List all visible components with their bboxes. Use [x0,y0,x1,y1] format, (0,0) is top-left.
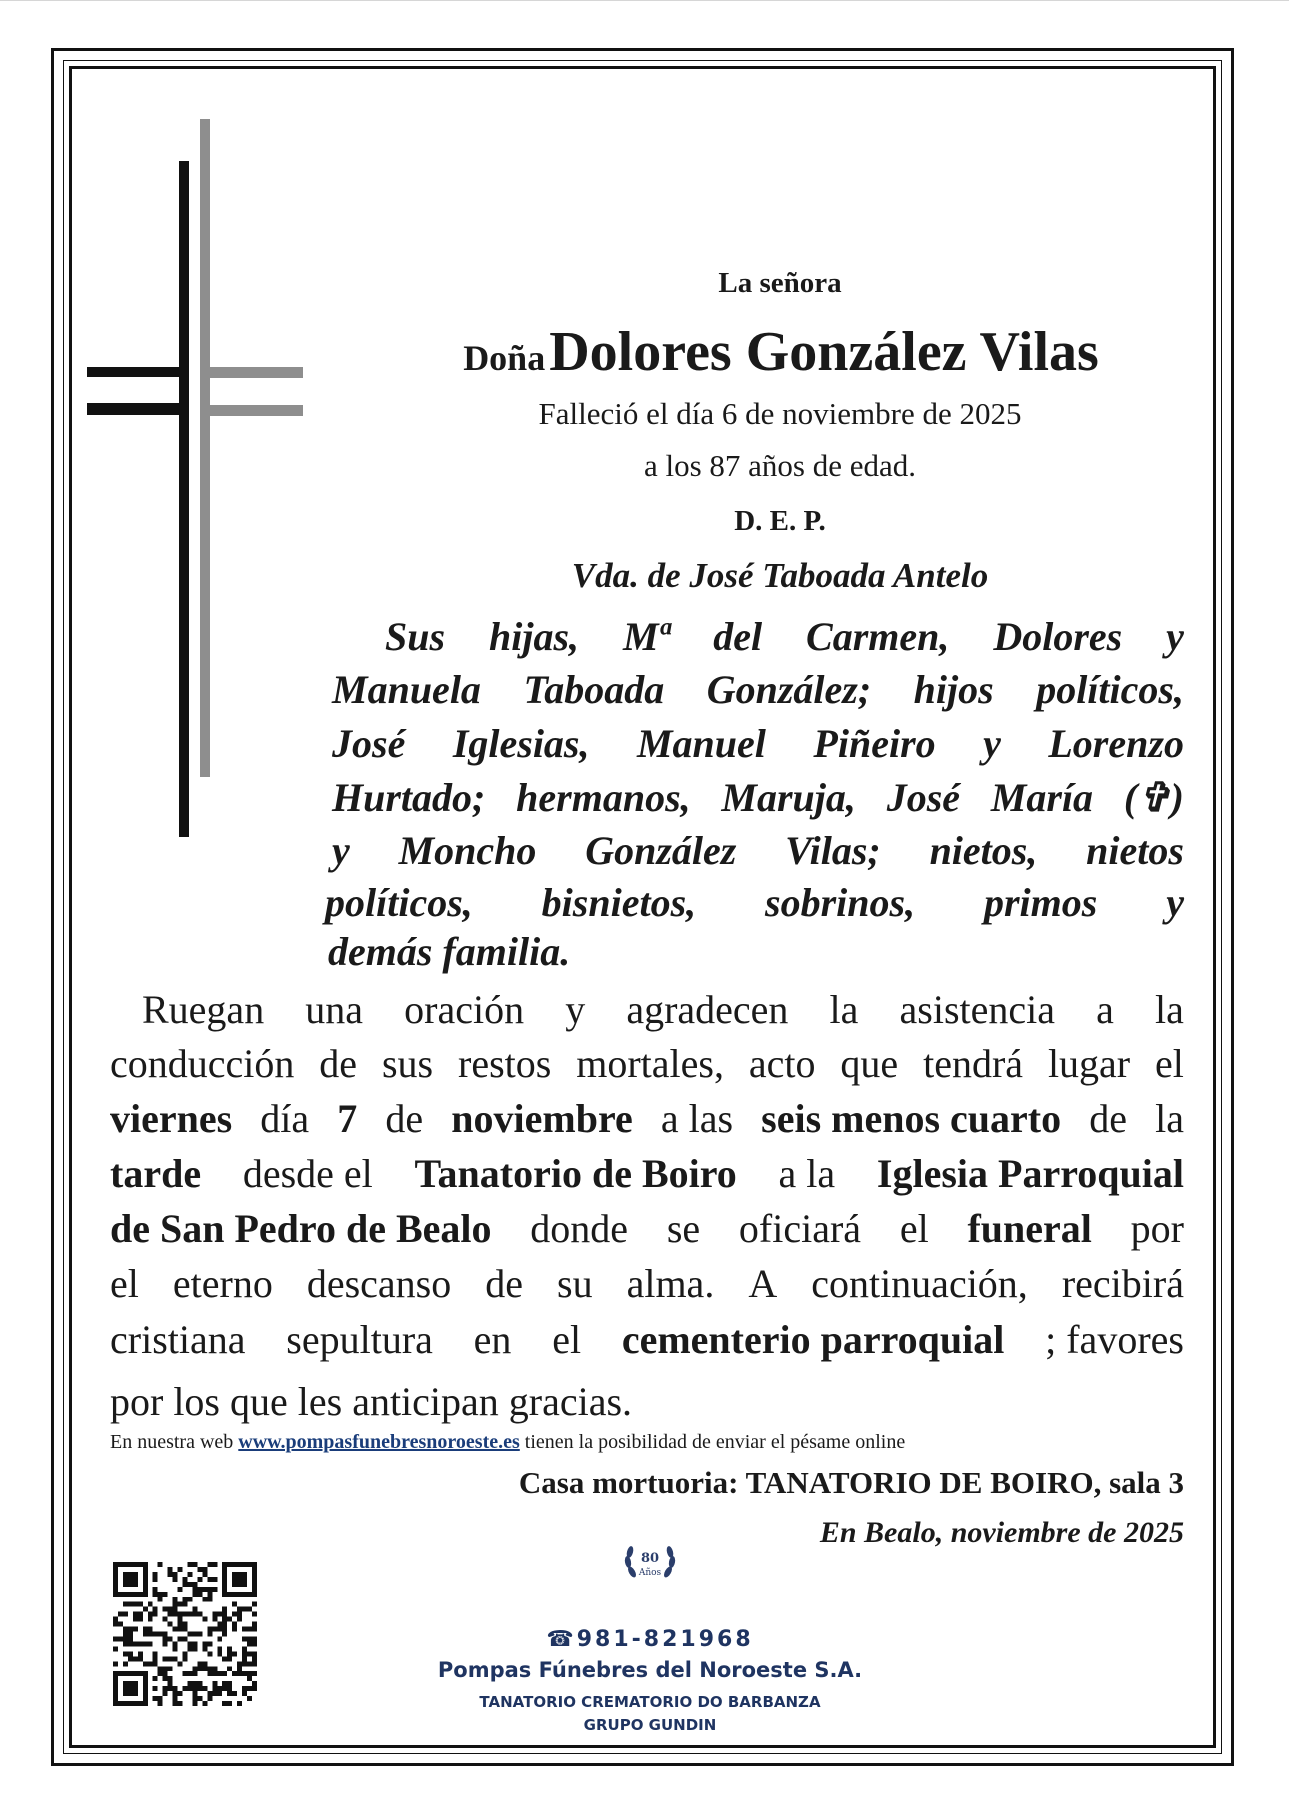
phone-number: 981-821968 [576,1627,754,1652]
family-word: María [990,775,1094,820]
body-word: por [1130,1206,1184,1251]
phone-line [440,1627,860,1652]
svg-text:80: 80 [640,1551,660,1566]
age: a los 87 años de edad. [643,448,917,483]
family-word: González [585,828,737,873]
body-line [110,1040,1184,1087]
body-word: oración [404,987,525,1032]
family-word: Piñeiro [813,721,936,766]
body-word: alma. [626,1261,715,1306]
family-word: hermanos, [516,775,691,820]
company-group: GRUPO GUNDIN [583,1716,717,1734]
body-word: el [110,1261,139,1306]
family-word: Manuel [636,721,766,766]
family-word: Manuela [332,667,481,712]
body-word: el [552,1317,582,1362]
body-word: restos [458,1041,552,1086]
body-word: cristiana [110,1317,246,1362]
family-word: nietos [1086,828,1184,873]
family-word: hijas, [489,614,580,659]
family-line [332,720,1184,767]
body-line [110,1205,1184,1252]
family-word: Vilas; [785,828,881,873]
body-emphasis: Iglesia Parroquial [876,1151,1184,1196]
body-emphasis: noviembre [451,1096,633,1141]
family-word: (✞) [1123,775,1184,820]
casa-mortuoria: Casa mortuoria: TANATORIO DE BOIRO, sala 3 [518,1465,1184,1500]
body-word: descanso [306,1261,452,1306]
body-word: de [385,1096,424,1141]
dep-text: D. E. P. [734,505,826,537]
family-last-line: demás familia. [328,929,571,974]
body-word: su [557,1261,593,1306]
body-word: mortales, [576,1041,724,1086]
body-word: sus [381,1041,434,1086]
body-word: de [1089,1096,1127,1141]
body-line [110,1316,1184,1363]
honorific: Doña [463,338,546,378]
body-emphasis: viernes [110,1096,233,1141]
body-word: oficiará [738,1206,862,1251]
body-emphasis: de San Pedro de Bealo [110,1206,492,1251]
body-word: ; favores [1045,1317,1184,1362]
family-line [325,879,1184,926]
anniversary-badge-icon [620,1532,680,1592]
family-word: Dolores [993,614,1123,659]
family-word: y [983,721,1001,766]
body-emphasis: Tanatorio de Boiro [414,1151,737,1196]
deceased-name-line [370,320,1192,384]
body-word: el [899,1206,929,1251]
body-word: de [485,1261,523,1306]
body-word: se [666,1206,701,1251]
body-emphasis: seis menos cuarto [761,1096,1062,1141]
body-emphasis: tarde [110,1151,202,1196]
family-word: Sus [385,614,446,659]
company-name: Pompas Fúnebres del Noroeste S.A. [437,1658,863,1682]
family-word: hijos [913,667,994,712]
web-suffix: tienen la posibilidad de enviar el pésame online [524,1431,906,1453]
family-word: González; [706,667,872,712]
phone-icon: ☎ [546,1627,577,1652]
body-word: tendrá [923,1041,1024,1086]
body-word: en [473,1317,512,1362]
body-word: sepultura [286,1317,433,1362]
body-word: una [305,987,364,1032]
family-line [332,774,1184,821]
web-prefix: En nuestra web [110,1431,234,1453]
qr-code-icon[interactable] [113,1562,257,1706]
family-word: primos [983,880,1098,925]
body-word: de [319,1041,358,1086]
death-date: Falleció el día 6 de noviembre de 2025 [538,396,1022,431]
body-word: conducción [110,1041,295,1086]
body-word: que [840,1041,899,1086]
title-label: La señora [718,267,842,299]
body-emphasis: 7 [337,1096,358,1141]
family-word: Moncho [398,828,537,873]
body-word: A [748,1261,778,1306]
family-word: Mª [623,614,670,659]
body-word: la [1155,1096,1184,1141]
body-word: recibirá [1061,1261,1184,1306]
body-word: donde [530,1206,629,1251]
family-word: José [332,721,406,766]
body-word: día [260,1096,310,1141]
body-word: la [829,987,859,1032]
family-word: políticos, [325,880,473,925]
family-word: y [332,828,350,873]
body-word: continuación, [811,1261,1028,1306]
family-word: Taboada [523,667,665,712]
body-word: desde el [242,1151,373,1196]
family-line [332,827,1184,874]
body-line [110,1260,1184,1307]
body-word: acto [748,1041,816,1086]
body-emphasis: cementerio parroquial [621,1317,1005,1362]
family-word: y [1166,880,1184,925]
family-word: políticos, [1036,667,1184,712]
body-word: a la [778,1151,836,1196]
web-line [110,1431,905,1454]
family-word: José [886,775,961,820]
body-word: agradecen [626,987,789,1032]
place-date: En Bealo, noviembre de 2025 [819,1516,1184,1549]
svg-text:Años: Años [638,1568,662,1578]
body-line [110,1150,1184,1197]
family-word: Lorenzo [1048,721,1184,766]
family-word: Iglesias, [452,721,590,766]
family-word: nietos, [929,828,1038,873]
body-word: Ruegan [142,987,265,1032]
family-line [332,666,1184,713]
body-line [110,1095,1184,1142]
website-link[interactable]: www.pompasfunebresnoroeste.es [238,1431,520,1453]
family-word: sobrinos, [765,880,916,925]
family-word: Carmen, [806,614,950,659]
body-word: eterno [172,1261,273,1306]
family-word: Maruja, [721,775,856,820]
body-line [142,986,1184,1033]
company-subtitle: TANATORIO CREMATORIO DO BARBANZA [479,1693,821,1711]
top-divider [0,0,1289,6]
body-word: lugar [1047,1041,1131,1086]
family-word: del [713,614,763,659]
family-word: y [1166,614,1184,659]
family-word: bisnietos, [541,880,697,925]
body-last-line: por los que les anticipan gracias. [110,1379,633,1424]
body-word: el [1155,1041,1184,1086]
body-word: y [565,987,586,1032]
body-word: a [1096,987,1114,1032]
body-word: la [1155,987,1184,1032]
widow-line: Vda. de José Taboada Antelo [571,556,989,595]
body-emphasis: funeral [967,1206,1092,1251]
family-word: Hurtado; [332,775,486,820]
family-line [385,613,1184,660]
body-word: a las [660,1096,734,1141]
body-word: asistencia [899,987,1056,1032]
deceased-name: Dolores González Vilas [549,321,1099,383]
